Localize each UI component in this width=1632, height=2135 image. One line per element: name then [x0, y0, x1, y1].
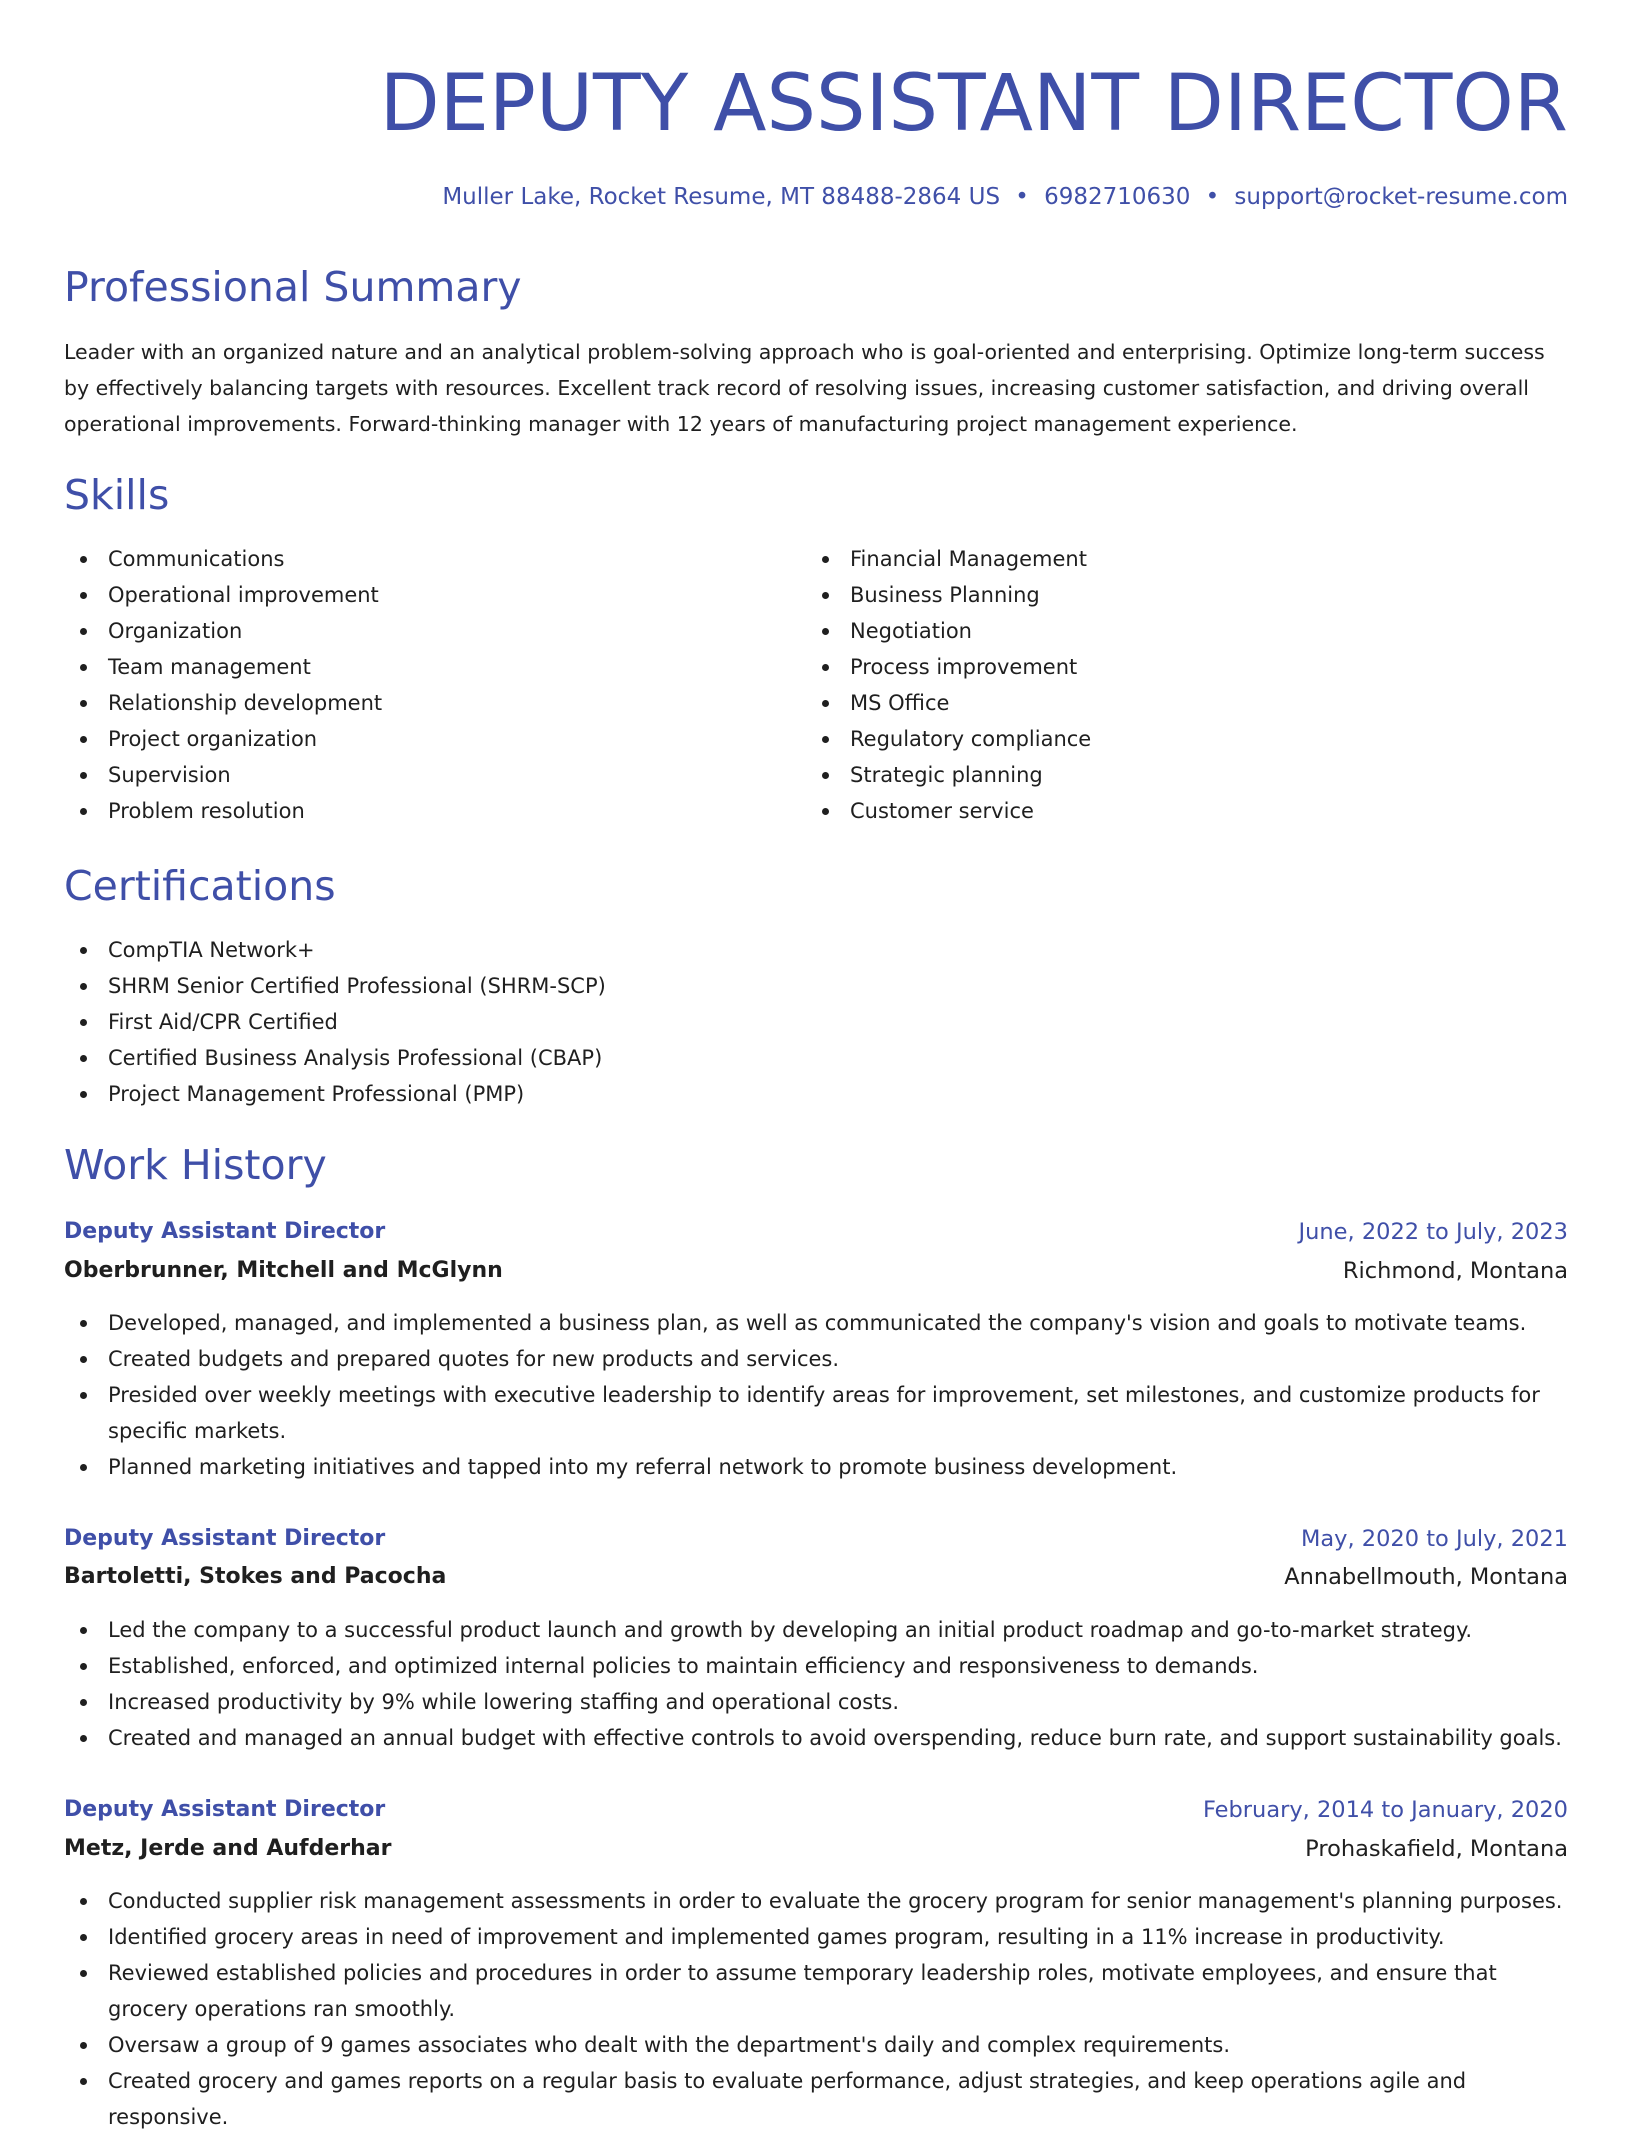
job-bullets: [64, 1612, 1568, 1756]
job-company: Bartoletti, Stokes and Pacocha: [64, 1564, 447, 1589]
job-header: [64, 1790, 1568, 1830]
skill-item: Business Planning: [806, 577, 1091, 613]
certifications-list: [64, 932, 606, 1112]
job-company-row: [64, 1829, 1568, 1869]
skills-list-right: [806, 541, 1091, 829]
job-bullet: Presided over weekly meetings with executive leadership to identify areas for improvement, set milestones, and customize products for specific markets.: [64, 1377, 1568, 1449]
job-company: Metz, Jerde and Aufderhar: [64, 1836, 392, 1861]
job-dates: June, 2022 to July, 2023: [1298, 1219, 1568, 1245]
section-title-skills: Skills: [64, 471, 170, 519]
skill-item: Team management: [64, 649, 382, 685]
job-dates: February, 2014 to January, 2020: [1202, 1797, 1568, 1823]
skill-item: Problem resolution: [64, 793, 382, 829]
certification-item: Certified Business Analysis Professional (CBAP): [64, 1040, 606, 1076]
skill-item: Negotiation: [806, 613, 1091, 649]
section-title-certifications: Certifications: [64, 862, 336, 910]
job-header: [64, 1519, 1568, 1559]
certification-item: CompTIA Network+: [64, 932, 606, 968]
certification-item: First Aid/CPR Certified: [64, 1004, 606, 1040]
contact-email[interactable]: support@rocket-resume.com: [1234, 184, 1568, 210]
job-company: Oberbrunner, Mitchell and McGlynn: [64, 1258, 503, 1283]
job-bullet: Created grocery and games reports on a regular basis to evaluate performance, adjust strategies, and keep operations agile and responsive.: [64, 2063, 1568, 2135]
job-bullet: Planned marketing initiatives and tapped into my referral network to promote business development.: [64, 1449, 1568, 1485]
skill-item: Strategic planning: [806, 757, 1091, 793]
contact-line: [442, 182, 1568, 212]
job-title: Deputy Assistant Director: [64, 1797, 386, 1822]
section-title-work-history: Work History: [64, 1141, 327, 1189]
skills-list-left: [64, 541, 382, 829]
skill-item: Customer service: [806, 793, 1091, 829]
job-header: [64, 1212, 1568, 1252]
job-title: Deputy Assistant Director: [64, 1219, 386, 1244]
summary-text: Leader with an organized nature and an analytical problem-solving approach who is goal-oriented and enterprising. Optimize long-term success by effectively balancing targets with resources. Excellent track record of resolving issues, increasing customer satisfaction, and driving overall operational improvements. Forward-thinking manager with 12 years of manufacturing project management experience.: [64, 340, 1545, 436]
contact-phone[interactable]: 6982710630: [1044, 184, 1191, 210]
job-bullet: Conducted supplier risk management assessments in order to evaluate the grocery program for senior management's planning purposes.: [64, 1883, 1568, 1919]
job-bullet: Led the company to a successful product launch and growth by developing an initial product roadmap and go-to-market strategy.: [64, 1612, 1568, 1648]
job-location: Prohaskafield, Montana: [1305, 1836, 1568, 1862]
job-company-row: [64, 1251, 1568, 1291]
candidate-name: DEPUTY ASSISTANT DIRECTOR: [379, 59, 1568, 149]
job-bullet: Established, enforced, and optimized internal policies to maintain efficiency and responsiveness to demands.: [64, 1648, 1568, 1684]
job-bullet: Identified grocery areas in need of improvement and implemented games program, resulting in a 11% increase in productivity.: [64, 1919, 1568, 1955]
skill-item: Project organization: [64, 721, 382, 757]
skill-item: Communications: [64, 541, 382, 577]
job-location: Richmond, Montana: [1342, 1258, 1568, 1284]
skill-item: Financial Management: [806, 541, 1091, 577]
job-bullet: Created and managed an annual budget with effective controls to avoid overspending, reduce burn rate, and support sustainability goals.: [64, 1720, 1568, 1756]
skill-item: MS Office: [806, 685, 1091, 721]
job-company-row: [64, 1557, 1568, 1597]
skill-item: Regulatory compliance: [806, 721, 1091, 757]
job-bullets: [64, 1305, 1568, 1485]
contact-separator: •: [1205, 184, 1220, 210]
job-dates: May, 2020 to July, 2021: [1300, 1526, 1568, 1552]
contact-separator: •: [1015, 184, 1029, 210]
job-bullet: Reviewed established policies and procedures in order to assume temporary leadership roles, motivate employees, and ensure that grocery operations ran smoothly.: [64, 1955, 1568, 2027]
job-bullets: [64, 1883, 1568, 2135]
certification-item: SHRM Senior Certified Professional (SHRM-SCP): [64, 968, 606, 1004]
job-bullet: Developed, managed, and implemented a business plan, as well as communicated the company's vision and goals to motivate teams.: [64, 1305, 1568, 1341]
job-bullet: Oversaw a group of 9 games associates who dealt with the department's daily and complex requirements.: [64, 2027, 1568, 2063]
certification-item: Project Management Professional (PMP): [64, 1076, 606, 1112]
job-bullet: Created budgets and prepared quotes for new products and services.: [64, 1341, 1568, 1377]
skill-item: Relationship development: [64, 685, 382, 721]
skill-item: Supervision: [64, 757, 382, 793]
skill-item: Organization: [64, 613, 382, 649]
job-title: Deputy Assistant Director: [64, 1526, 386, 1551]
contact-address: Muller Lake, Rocket Resume, MT 88488-2864 US: [442, 184, 1001, 210]
skill-item: Process improvement: [806, 649, 1091, 685]
section-title-summary: Professional Summary: [64, 263, 522, 311]
job-location: Annabellmouth, Montana: [1284, 1564, 1568, 1590]
job-bullet: Increased productivity by 9% while lowering staffing and operational costs.: [64, 1684, 1568, 1720]
skill-item: Operational improvement: [64, 577, 382, 613]
